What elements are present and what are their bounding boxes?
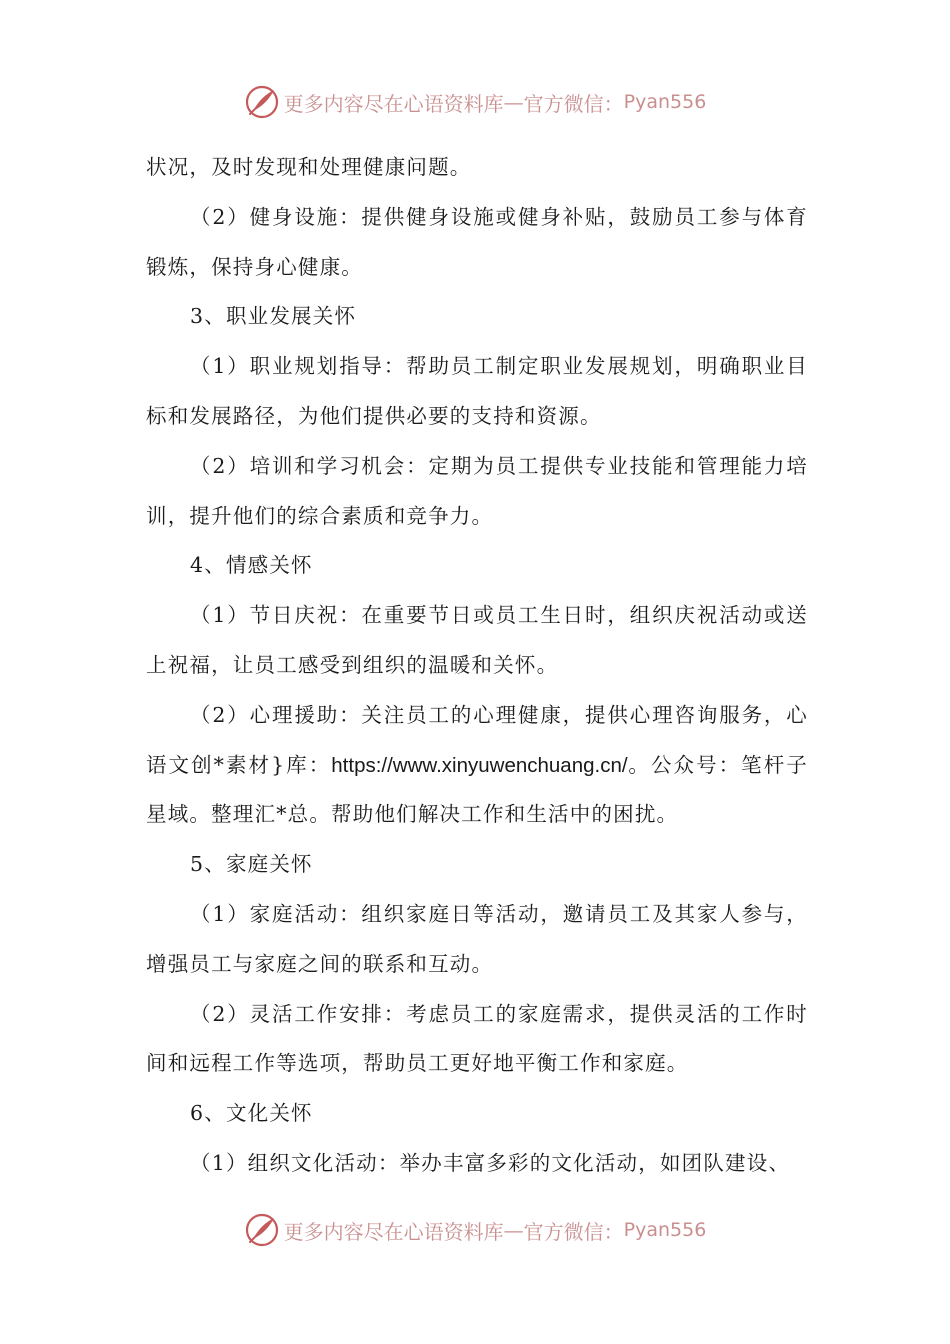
watermark-wechat-id: Pyan556 [623,1219,707,1241]
watermark-cn-text: 更多内容尽在心语资料库 [283,1219,504,1244]
website-url: https://www.xinyuwenchuang.cn/ [331,753,628,777]
heading-family-care: 5、家庭关怀 [190,852,313,877]
watermark-dash: — [503,90,524,114]
paragraph-fitness-facilities: （2）健身设施：提供健身设施或健身补贴，鼓励员工参与体育锻炼，保持身心健康。 [146,204,808,279]
quill-logo-icon [244,1212,280,1248]
document-body [146,143,808,1189]
watermark-wechat-id: Pyan556 [623,91,707,113]
paragraph-cultural-activities: （1）组织文化活动：举办丰富多彩的文化活动，如团队建设、 [190,1150,791,1175]
header-watermark-banner [0,80,950,124]
paragraph-health-status: 状况，及时发现和处理健康问题。 [146,155,472,179]
psych-aid-text-start: （2）心理援助：关注员工的心理健康，提供心理咨询服务，心语文创*素材}库： [146,702,808,777]
footer-watermark-banner [0,1208,950,1252]
watermark-wechat-label: 官方微信： [523,91,624,116]
paragraph-holiday-celebration: （1）节日庆祝：在重要节日或员工生日时，组织庆祝活动或送上祝福，让员工感受到组织的温暖和关怀。 [146,603,808,677]
paragraph-psychological-aid [146,691,808,840]
quill-logo-icon [244,84,280,120]
watermark-cn-text: 更多内容尽在心语资料库 [283,91,504,116]
paragraph-career-planning: （1）职业规划指导：帮助员工制定职业发展规划，明确职业目标和发展路径，为他们提供必要的支持和资源。 [146,354,808,428]
heading-cultural-care: 6、文化关怀 [190,1101,313,1126]
paragraph-family-activities: （1）家庭活动：组织家庭日等活动，邀请员工及其家人参与，增强员工与家庭之间的联系和互动。 [146,901,808,976]
paragraph-flexible-work: （2）灵活工作安排：考虑员工的家庭需求，提供灵活的工作时间和远程工作等选项，帮助员工更好地平衡工作和家庭。 [146,1001,808,1076]
watermark-wechat-label: 官方微信： [523,1219,624,1244]
watermark-dash: — [503,1218,524,1242]
heading-emotional-care: 4、情感关怀 [190,553,313,578]
heading-career-development: 3、职业发展关怀 [190,304,357,329]
psych-aid-text-end: 。公众号：笔杆子星域。整理汇*总。帮助他们解决工作和生活中的困扰。 [146,752,808,827]
paragraph-training: （2）培训和学习机会：定期为员工提供专业技能和管理能力培训，提升他们的综合素质和竞争力。 [146,453,808,528]
